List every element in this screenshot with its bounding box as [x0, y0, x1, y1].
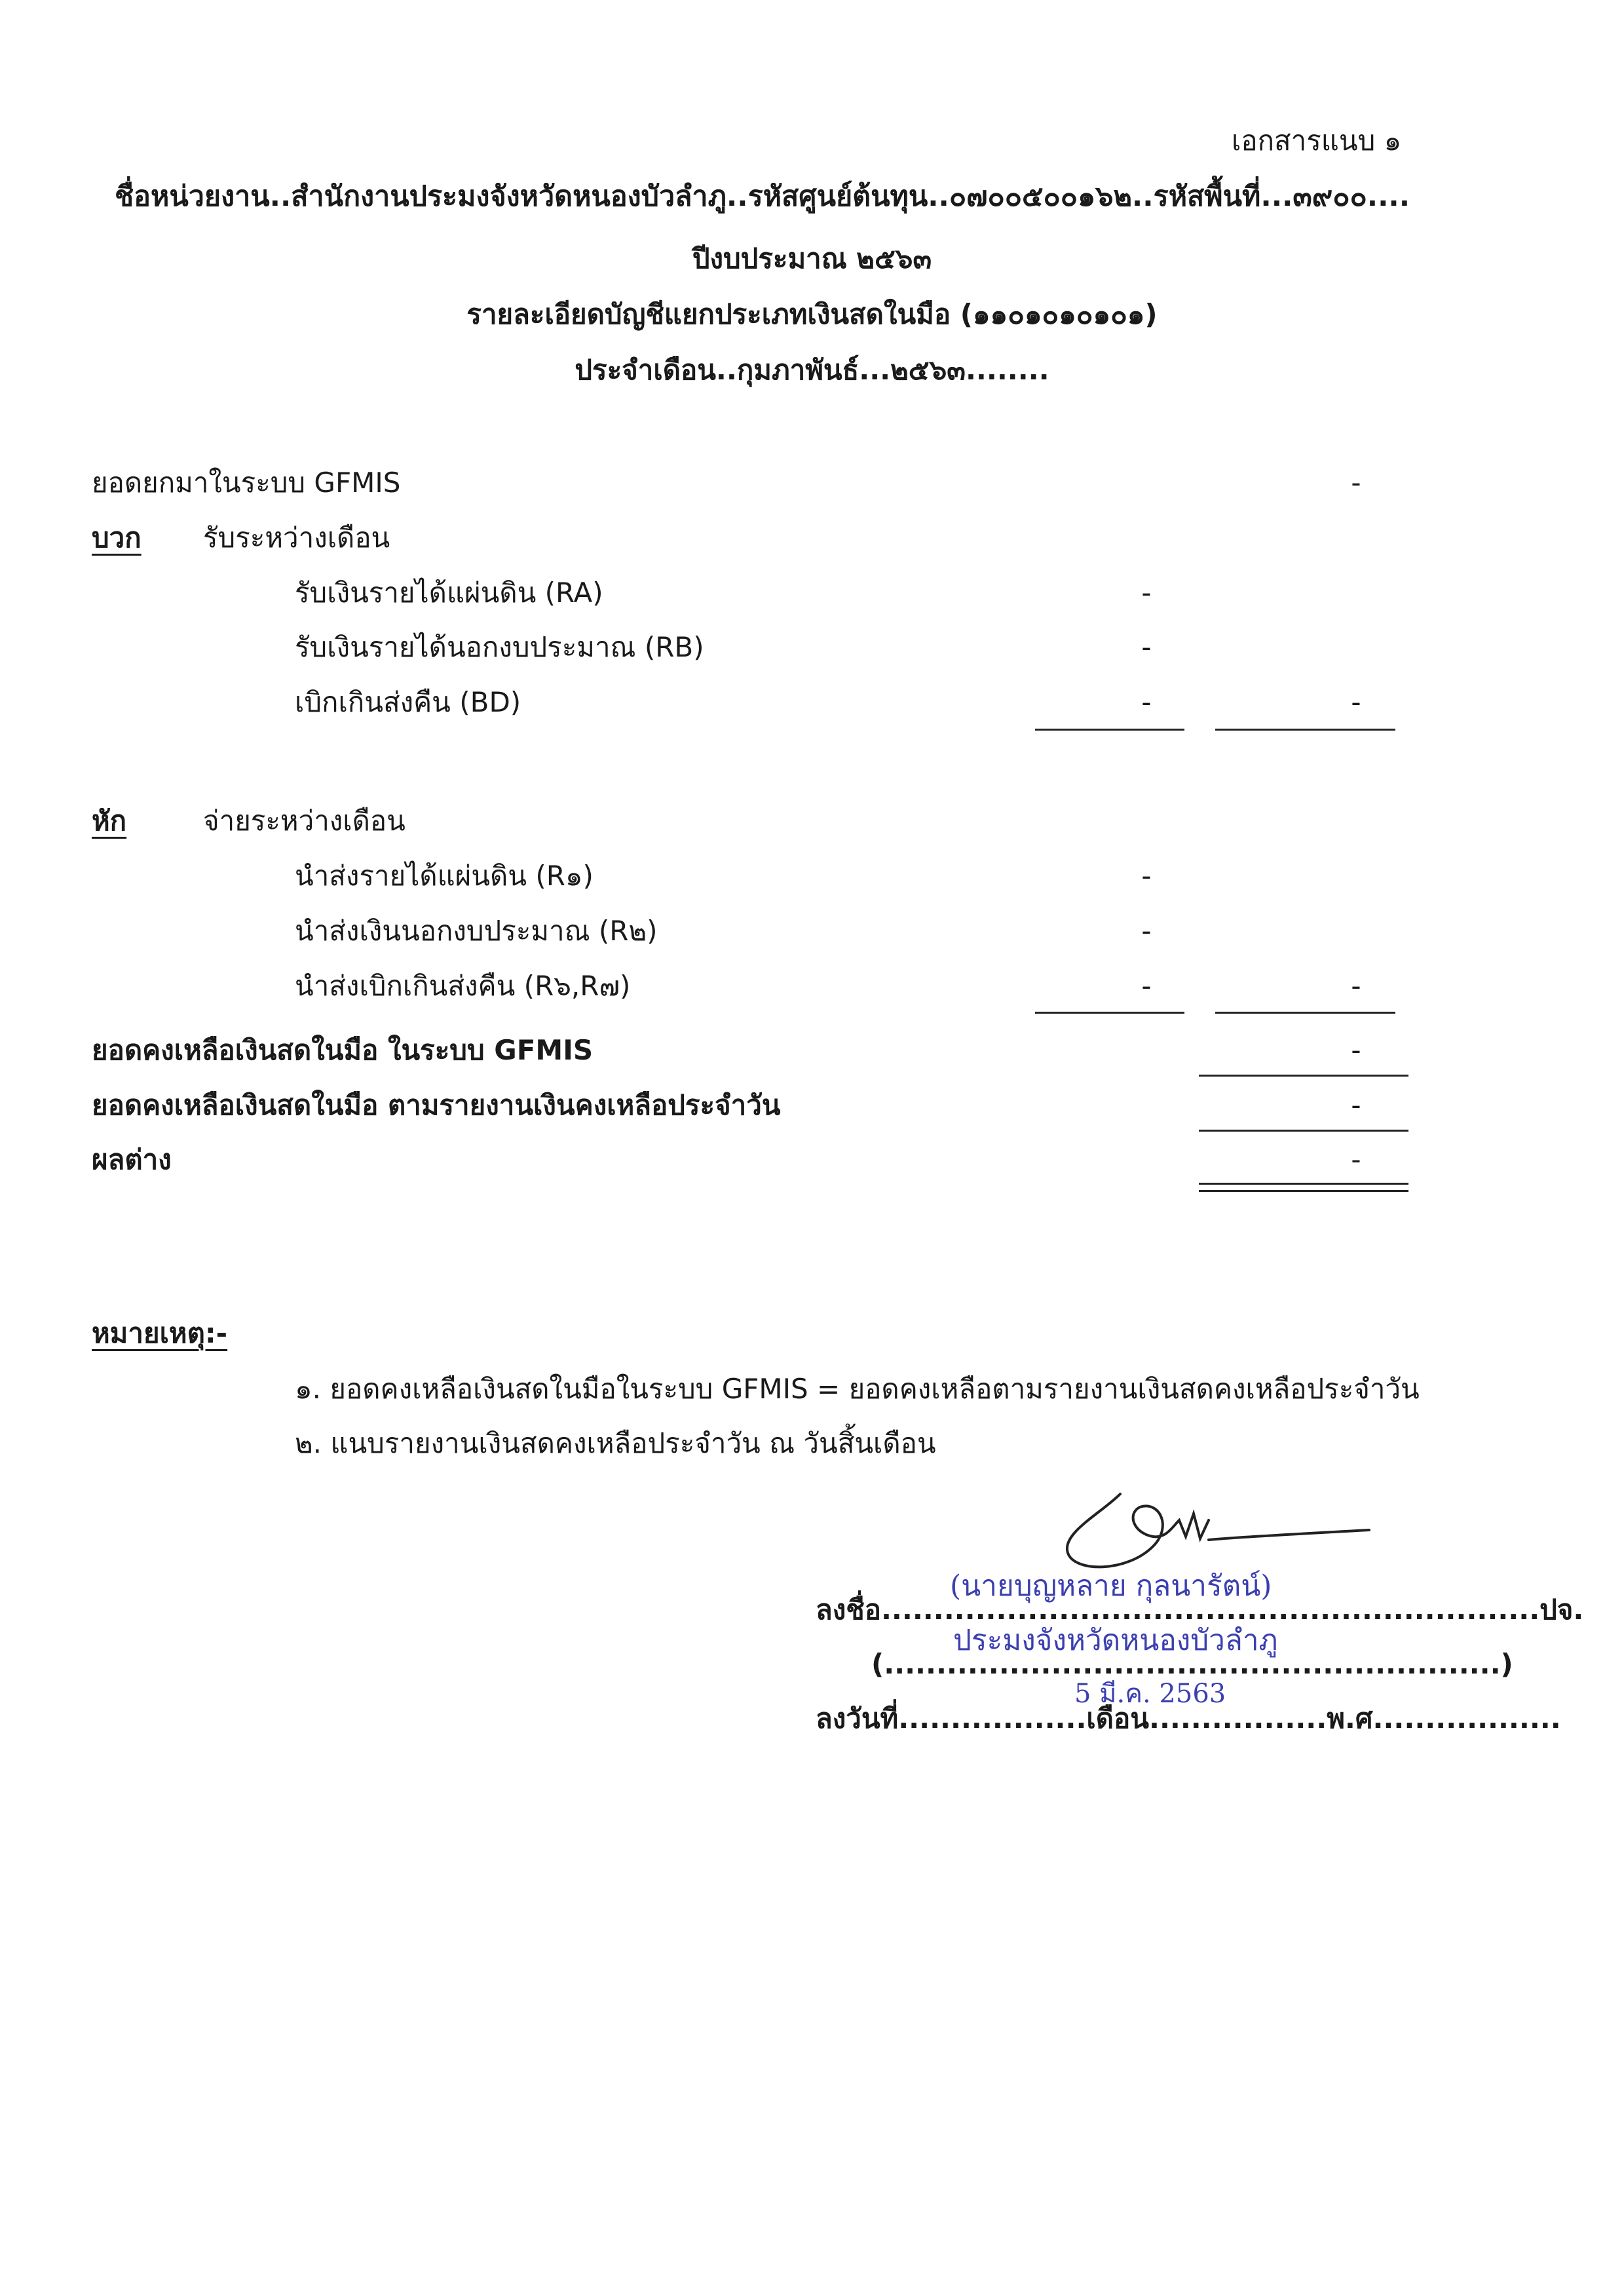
balance-report-total: - [1351, 1089, 1361, 1121]
plus-items-rule [1035, 729, 1184, 731]
minus-item-r1: นำส่งรายได้แผ่นดิน (R๑) [295, 860, 594, 892]
plus-item-rb: รับเงินรายได้นอกงบประมาณ (RB) [295, 631, 704, 663]
brought-forward-total: - [1351, 467, 1361, 499]
minus-item-r6r7: นำส่งเบิกเกินส่งคืน (R๖,R๗) [295, 970, 631, 1002]
document-title: รายละเอียดบัญชีแยกประเภทเงินสดในมือ (๑๑๐๑๐๑๐๑๐๑) [466, 298, 1158, 330]
sign-line: ลงชื่อ...............................................................ปจ. [816, 1594, 1584, 1626]
plus-item-ra: รับเงินรายได้แผ่นดิน (RA) [295, 577, 603, 609]
plus-item-bd: เบิกเกินส่งคืน (BD) [295, 686, 521, 718]
brought-forward-label: ยอดยกมาในระบบ GFMIS [92, 467, 401, 499]
attachment-label: เอกสารแนบ ๑ [1232, 124, 1402, 157]
balance-gfmis-total: - [1351, 1034, 1361, 1066]
note-item-2: ๒. แนบรายงานเงินสดคงเหลือประจำวัน ณ วันสิ้นเดือน [295, 1427, 936, 1459]
month-line: ประจำเดือน..กุมภาพันธ์...๒๕๖๓........ [575, 354, 1049, 386]
plus-subtotal: - [1351, 686, 1361, 718]
minus-item-r2: นำส่งเงินนอกงบประมาณ (R๒) [295, 915, 658, 947]
difference-total: - [1351, 1143, 1361, 1176]
notes-heading: หมายเหตุ:- [92, 1317, 228, 1349]
minus-item-r1-value: - [1141, 860, 1152, 892]
minus-item-r6r7-value: - [1141, 970, 1152, 1002]
plus-prefix: บวก [92, 522, 142, 554]
plus-item-rb-value: - [1141, 631, 1152, 663]
difference-label: ผลต่าง [92, 1143, 172, 1176]
minus-prefix: หัก [92, 805, 127, 837]
agency-line: ชื่อหน่วยงาน..สำนักงานประมงจังหวัดหนองบัวลำภู..รหัสศูนย์ต้นทุน..๐๗๐๐๕๐๐๑๖๒..รหัสพื้นที่...๓๙๐๐.... [115, 180, 1410, 213]
signer-position-handwritten: ประมงจังหวัดหนองบัวลำภู [953, 1624, 1278, 1657]
balance-report-label: ยอดคงเหลือเงินสดในมือ ตามรายงานเงินคงเหลือประจำวัน [92, 1089, 781, 1121]
signer-name-handwritten: (นายบุญหลาย กุลนารัตน์) [950, 1569, 1272, 1603]
date-line: ลงวันที่..................เดือน.................พ.ศ.................. [816, 1702, 1561, 1734]
plus-subtotal-rule [1215, 729, 1395, 731]
plus-item-ra-value: - [1141, 577, 1152, 609]
plus-item-bd-value: - [1141, 686, 1152, 718]
difference-double-rule [1199, 1183, 1408, 1192]
fiscal-year: ปีงบประมาณ ๒๕๖๓ [692, 242, 932, 275]
minus-subtotal: - [1351, 970, 1361, 1002]
note-item-1: ๑. ยอดคงเหลือเงินสดในมือในระบบ GFMIS = ยอดคงเหลือตามรายงานเงินสดคงเหลือประจำวัน [295, 1373, 1420, 1405]
balance-report-rule [1199, 1130, 1408, 1132]
balance-gfmis-rule [1199, 1075, 1408, 1077]
signer-paren-line: (...........................................................) [871, 1648, 1513, 1680]
date-stamp-handwritten: 5 มี.ค. 2563 [1074, 1679, 1226, 1709]
balance-gfmis-label: ยอดคงเหลือเงินสดในมือ ในระบบ GFMIS [92, 1034, 594, 1066]
minus-items-rule [1035, 1012, 1184, 1014]
minus-heading: จ่ายระหว่างเดือน [203, 805, 406, 837]
minus-item-r2-value: - [1141, 915, 1152, 947]
minus-subtotal-rule [1215, 1012, 1395, 1014]
plus-heading: รับระหว่างเดือน [203, 522, 390, 554]
